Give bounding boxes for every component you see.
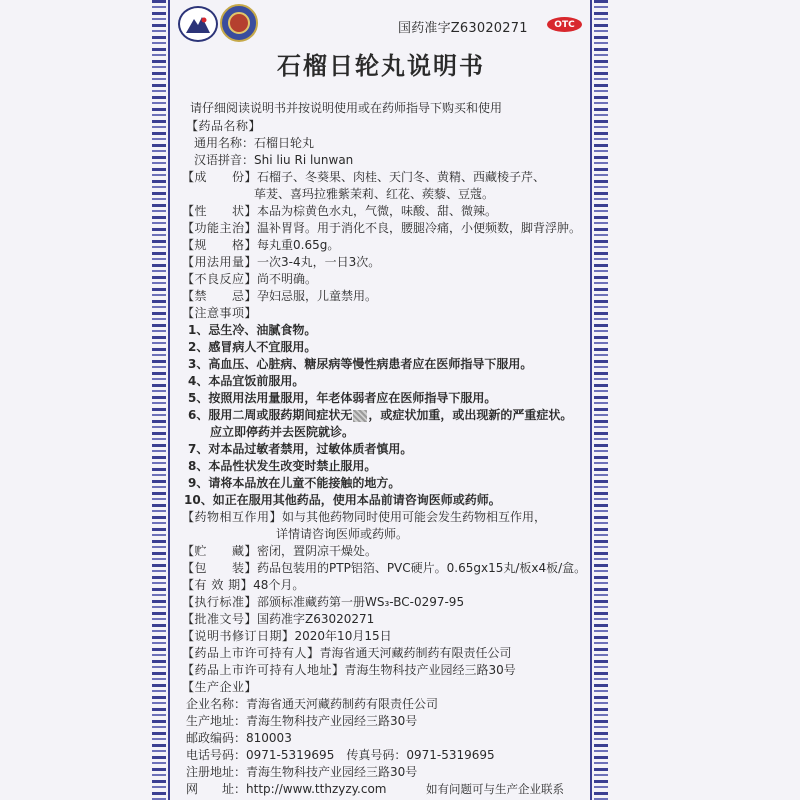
storage-value: 密闭，置阴凉干燥处。 [257, 544, 378, 558]
interactions-row [182, 509, 546, 526]
precaution-item: 3、高血压、心脏病、糖尿病等慢性病患者应在医师指导下服用。 [188, 357, 533, 371]
contraindications-row [182, 288, 377, 305]
phone-fax-row [186, 747, 495, 764]
footer-contact-note: 如有问题可与生产企业联系 [426, 782, 564, 796]
holder-row [182, 645, 512, 662]
dosage-label: 【用法用量】 [182, 255, 258, 269]
validity-row [182, 577, 304, 594]
properties-label: 【性 状】 [182, 204, 258, 218]
contraindications-value: 孕妇忌服，儿童禁用。 [257, 289, 378, 303]
precaution-item-6-tail: ，或症状加重，或出现新的严重症状。 [368, 408, 573, 422]
company-seal-logo [220, 4, 258, 42]
otc-badge: OTC [547, 17, 582, 32]
specification-row [182, 237, 339, 254]
website-value: http://www.tthzyzy.com [246, 782, 387, 796]
holder-value: 青海省通天河藏药制药有限责任公司 [319, 646, 512, 660]
precaution-item: 9、请将本品放在儿童不能接触的地方。 [188, 476, 401, 490]
revision-label: 【说明书修订日期】 [182, 629, 295, 643]
tibetan-emblem-logo [178, 6, 218, 42]
production-address-row [186, 713, 417, 730]
company-name-row [186, 696, 438, 713]
holder-label: 【药品上市许可持有人】 [182, 646, 320, 660]
precaution-item: 2、感冒病人不宜服用。 [188, 340, 317, 354]
ingredients-label: 【成 份】 [182, 170, 258, 184]
pinyin-value: Shi liu Ri lunwan [254, 153, 354, 167]
dosage-row [182, 254, 380, 271]
mountain-icon [184, 13, 212, 35]
pinyin-label: 汉语拼音： [194, 153, 255, 167]
standard-row [182, 594, 464, 611]
ingredients-row [182, 169, 545, 186]
fax-label: 传真号码： [346, 748, 407, 762]
production-address-label: 生产地址： [186, 714, 247, 728]
indications-label: 【功能主治】 [182, 221, 258, 235]
precautions-label: 【注意事项】 [182, 306, 258, 320]
precaution-item: 10、如正在服用其他药品，使用本品前请咨询医师或药师。 [184, 493, 501, 507]
holder-address-row [182, 662, 516, 679]
dosage-value: 一次3-4丸，一日3次。 [257, 255, 381, 269]
revision-row [182, 628, 392, 645]
reading-notice: 请仔细阅读说明书并按说明使用或在药师指导下购买和使用 [190, 101, 503, 115]
precaution-item: 1、忌生冷、油腻食物。 [188, 323, 317, 337]
production-address-value: 青海生物科技产业园经三路30号 [246, 714, 418, 728]
generic-name-row [194, 135, 314, 152]
postcode-label: 邮政编码： [186, 731, 247, 745]
registered-address-row [186, 764, 417, 781]
postcode-row [186, 730, 292, 747]
package-row [182, 560, 586, 577]
precaution-item-6-head: 6、服用二周或服药期间症状无 [188, 408, 353, 422]
precaution-item-6-cont: 应立即停药并去医院就诊。 [210, 425, 355, 439]
generic-name-value: 石榴日轮丸 [254, 136, 315, 150]
precaution-item-6 [188, 407, 572, 424]
ingredients-line1: 石榴子、冬葵果、肉桂、天门冬、黄精、西藏棱子芹、 [257, 170, 546, 184]
indications-row [182, 220, 581, 237]
fax-value: 0971-5319695 [406, 748, 495, 762]
approval-row [182, 611, 374, 628]
obscured-text-blur [353, 410, 367, 422]
leaflet-sheet [172, 0, 590, 800]
standard-value: 部颁标准藏药第一册WS₃-BC-0297-95 [257, 595, 465, 609]
adverse-value: 尚不明确。 [257, 272, 318, 286]
precaution-item: 7、对本品过敏者禁用，过敏体质者慎用。 [188, 442, 413, 456]
precaution-item: 8、本品性状发生改变时禁止服用。 [188, 459, 377, 473]
postcode-value: 810003 [246, 731, 292, 745]
contraindications-label: 【禁 忌】 [182, 289, 258, 303]
adverse-row [182, 271, 317, 288]
generic-name-label: 通用名称： [194, 136, 255, 150]
validity-label: 【有 效 期】 [182, 578, 254, 592]
specification-label: 【规 格】 [182, 238, 258, 252]
right-decorative-border [594, 0, 608, 800]
registered-address-value: 青海生物科技产业园经三路30号 [246, 765, 418, 779]
interactions-line1: 如与其他药物同时使用可能会发生药物相互作用， [282, 510, 547, 524]
pinyin-row [194, 152, 353, 169]
phone-value: 0971-5319695 [246, 748, 335, 762]
standard-label: 【执行标准】 [182, 595, 258, 609]
approval-number: 国药准字Z63020271 [398, 21, 528, 36]
manufacturer-label: 【生产企业】 [182, 680, 258, 694]
storage-label: 【贮 藏】 [182, 544, 258, 558]
properties-row [182, 203, 497, 220]
drug-name-section: 【药品名称】 [186, 119, 262, 133]
specification-value: 每丸重0.65g。 [257, 238, 340, 252]
properties-value: 本品为棕黄色水丸，气微，味酸、甜、微辣。 [257, 204, 498, 218]
ingredients-line2: 荜茇、喜玛拉雅紫茉莉、红花、蒺藜、豆蔻。 [254, 187, 495, 201]
revision-value: 2020年10月15日 [294, 629, 392, 643]
left-decorative-border [152, 0, 166, 800]
package-label: 【包 装】 [182, 561, 258, 575]
registered-address-label: 注册地址： [186, 765, 247, 779]
phone-label: 电话号码： [186, 748, 247, 762]
interactions-label: 【药物相互作用】 [182, 510, 283, 524]
approval-label: 【批准文号】 [182, 612, 258, 626]
company-name-value: 青海省通天河藏药制药有限责任公司 [246, 697, 439, 711]
indications-value: 温补胃肾。用于消化不良，腰腿冷痛，小便频数，脚背浮肿。 [257, 221, 582, 235]
interactions-line2: 详情请咨询医师或药师。 [276, 527, 409, 541]
storage-row [182, 543, 377, 560]
precaution-item: 4、本品宜饭前服用。 [188, 374, 305, 388]
company-name-label: 企业名称： [186, 697, 247, 711]
holder-address-label: 【药品上市许可持有人地址】 [182, 663, 345, 677]
holder-address-value: 青海生物科技产业园经三路30号 [344, 663, 516, 677]
adverse-label: 【不良反应】 [182, 272, 258, 286]
website-row [186, 781, 386, 798]
precaution-item: 5、按照用法用量服用，年老体弱者应在医师指导下服用。 [188, 391, 497, 405]
document-title: 石榴日轮丸说明书 [277, 52, 485, 80]
website-label: 网 址： [186, 782, 247, 796]
approval-value: 国药准字Z63020271 [257, 612, 375, 626]
package-value: 药品包装用的PTP铝箔、PVC硬片。0.65gx15丸/板x4板/盒。 [257, 561, 587, 575]
validity-value: 48个月。 [253, 578, 305, 592]
